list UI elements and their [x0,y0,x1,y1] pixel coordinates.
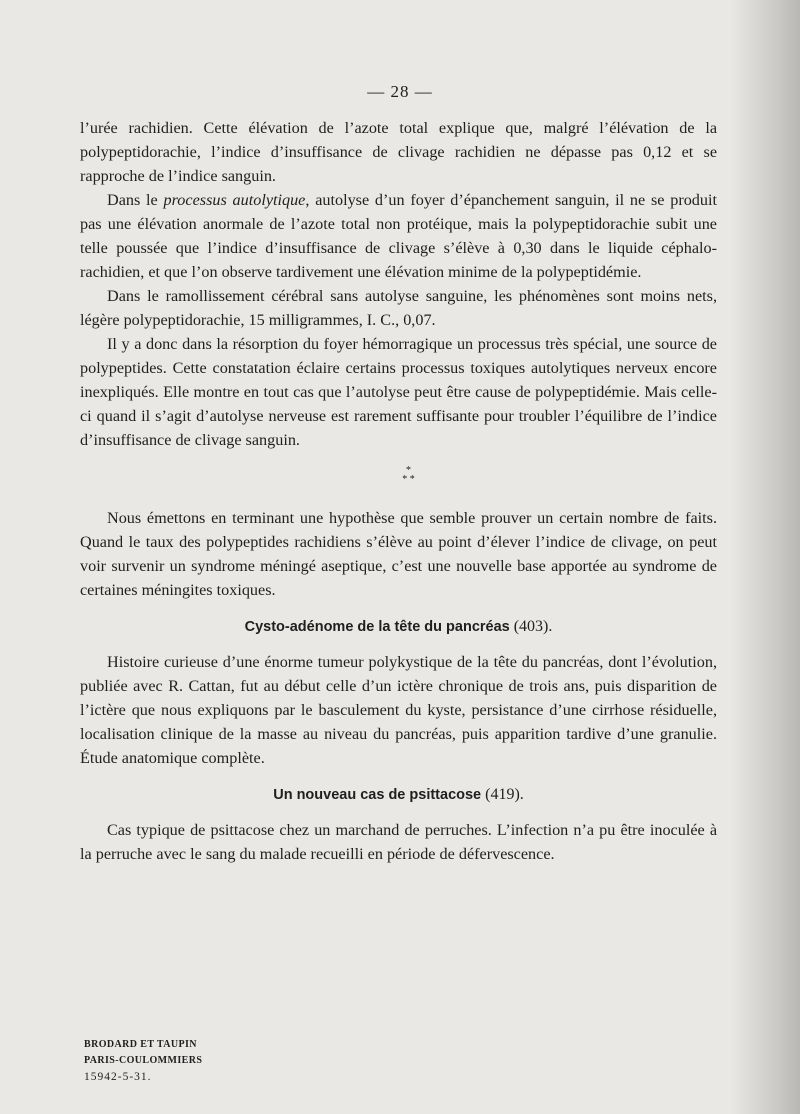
paragraph-3: Dans le ramollissement cérébral sans autolyse sanguine, les phénomènes sont moins nets, légère polypeptidorachie, 15 milligrammes, I. C., 0,07. [80,287,717,329]
paragraph-4: Il y a donc dans la résorption du foyer hémorragique un processus très spécial, une source de polypeptides. Cette constatation éclaire certains processus toxiques autolytiques nerveux encore inexpliqués. Elle montre en tout cas que l’autolyse peut être cause de polypeptidémie. Mais celle-ci quand il s’agit d’autolyse nerveuse est rarement suffisante pour troubler l’équilibre de l’indice d’insuffisance de clivage sanguin. [80,335,717,449]
heading-title: Cysto-adénome de la tête du pancréas [244,619,510,635]
heading-title: Un nouveau cas de psittacose [273,787,482,803]
page-edge-shadow [730,0,800,1114]
page-body [80,116,717,866]
paragraph-2-start: Dans le [107,191,164,209]
section-text-pancreas: Histoire curieuse d’une énorme tumeur polykystique de la tête du pancréas, dont l’évolution, publiée avec R. Cattan, fut au début celle d’un ictère chronique de trois ans, puis disparition de l’ictère que nous expliquons par le basculement du kyste, persistance d’une cirrhose résiduelle, localisation clinique de la masse au niveau du pancréas, puis apparition tardive d’une granulie. Étude anatomique complète. [80,653,717,767]
printer-colophon [84,1037,202,1085]
printer-code: 15942-5-31. [84,1071,152,1083]
printer-name: BRODARD ET TAUPIN [84,1039,197,1050]
separator-star-top: * [406,465,411,476]
paragraph-1: l’urée rachidien. Cette élévation de l’azote total explique que, malgré l’élévation de la polypeptidorachie, l’indice d’insuffisance de clivage rachidien ne dépasse pas 0,12 et se rapproche de l’indice sanguin. [80,119,717,185]
heading-reference: (419). [481,786,524,803]
paragraph-2-end: , autolyse d’un foyer d’épanchement sanguin, il ne se produit pas une élévation anormale de l’azote total non protéique, mais la polypeptidorachie subit une telle poussée que l’indice d’insuffisance de clivage s’élève à 0,30 dans le liquide céphalo-rachidien, et que l’on observe tardivement une élévation minime de la polypeptidémie. [80,191,717,281]
section-separator [90,466,727,484]
paragraph-2-emphasis: processus autolytique [163,191,306,209]
page-number: — 28 — [367,82,433,101]
paragraph-2 [80,188,717,284]
section-heading-psittacose [80,784,717,806]
section-heading-pancreas [80,616,717,638]
printer-location: PARIS-COULOMMIERS [84,1055,203,1066]
paragraph-5: Nous émettons en terminant une hypothèse que semble prouver un certain nombre de faits. Quand le taux des polypeptides rachidiens s’élève au point d’élever l’indice de clivage, on peut voir survenir un syndrome méningé aseptique, c’est une nouvelle base apportée au syndrome de certaines méningites toxiques. [80,509,717,599]
heading-reference: (403). [509,618,553,635]
section-text-psittacose: Cas typique de psittacose chez un marchand de perruches. L’infection n’a pu être inoculée à la perruche avec le sang du malade recueilli en période de défervescence. [80,821,717,863]
separator-stars-bottom: * * [402,474,415,485]
